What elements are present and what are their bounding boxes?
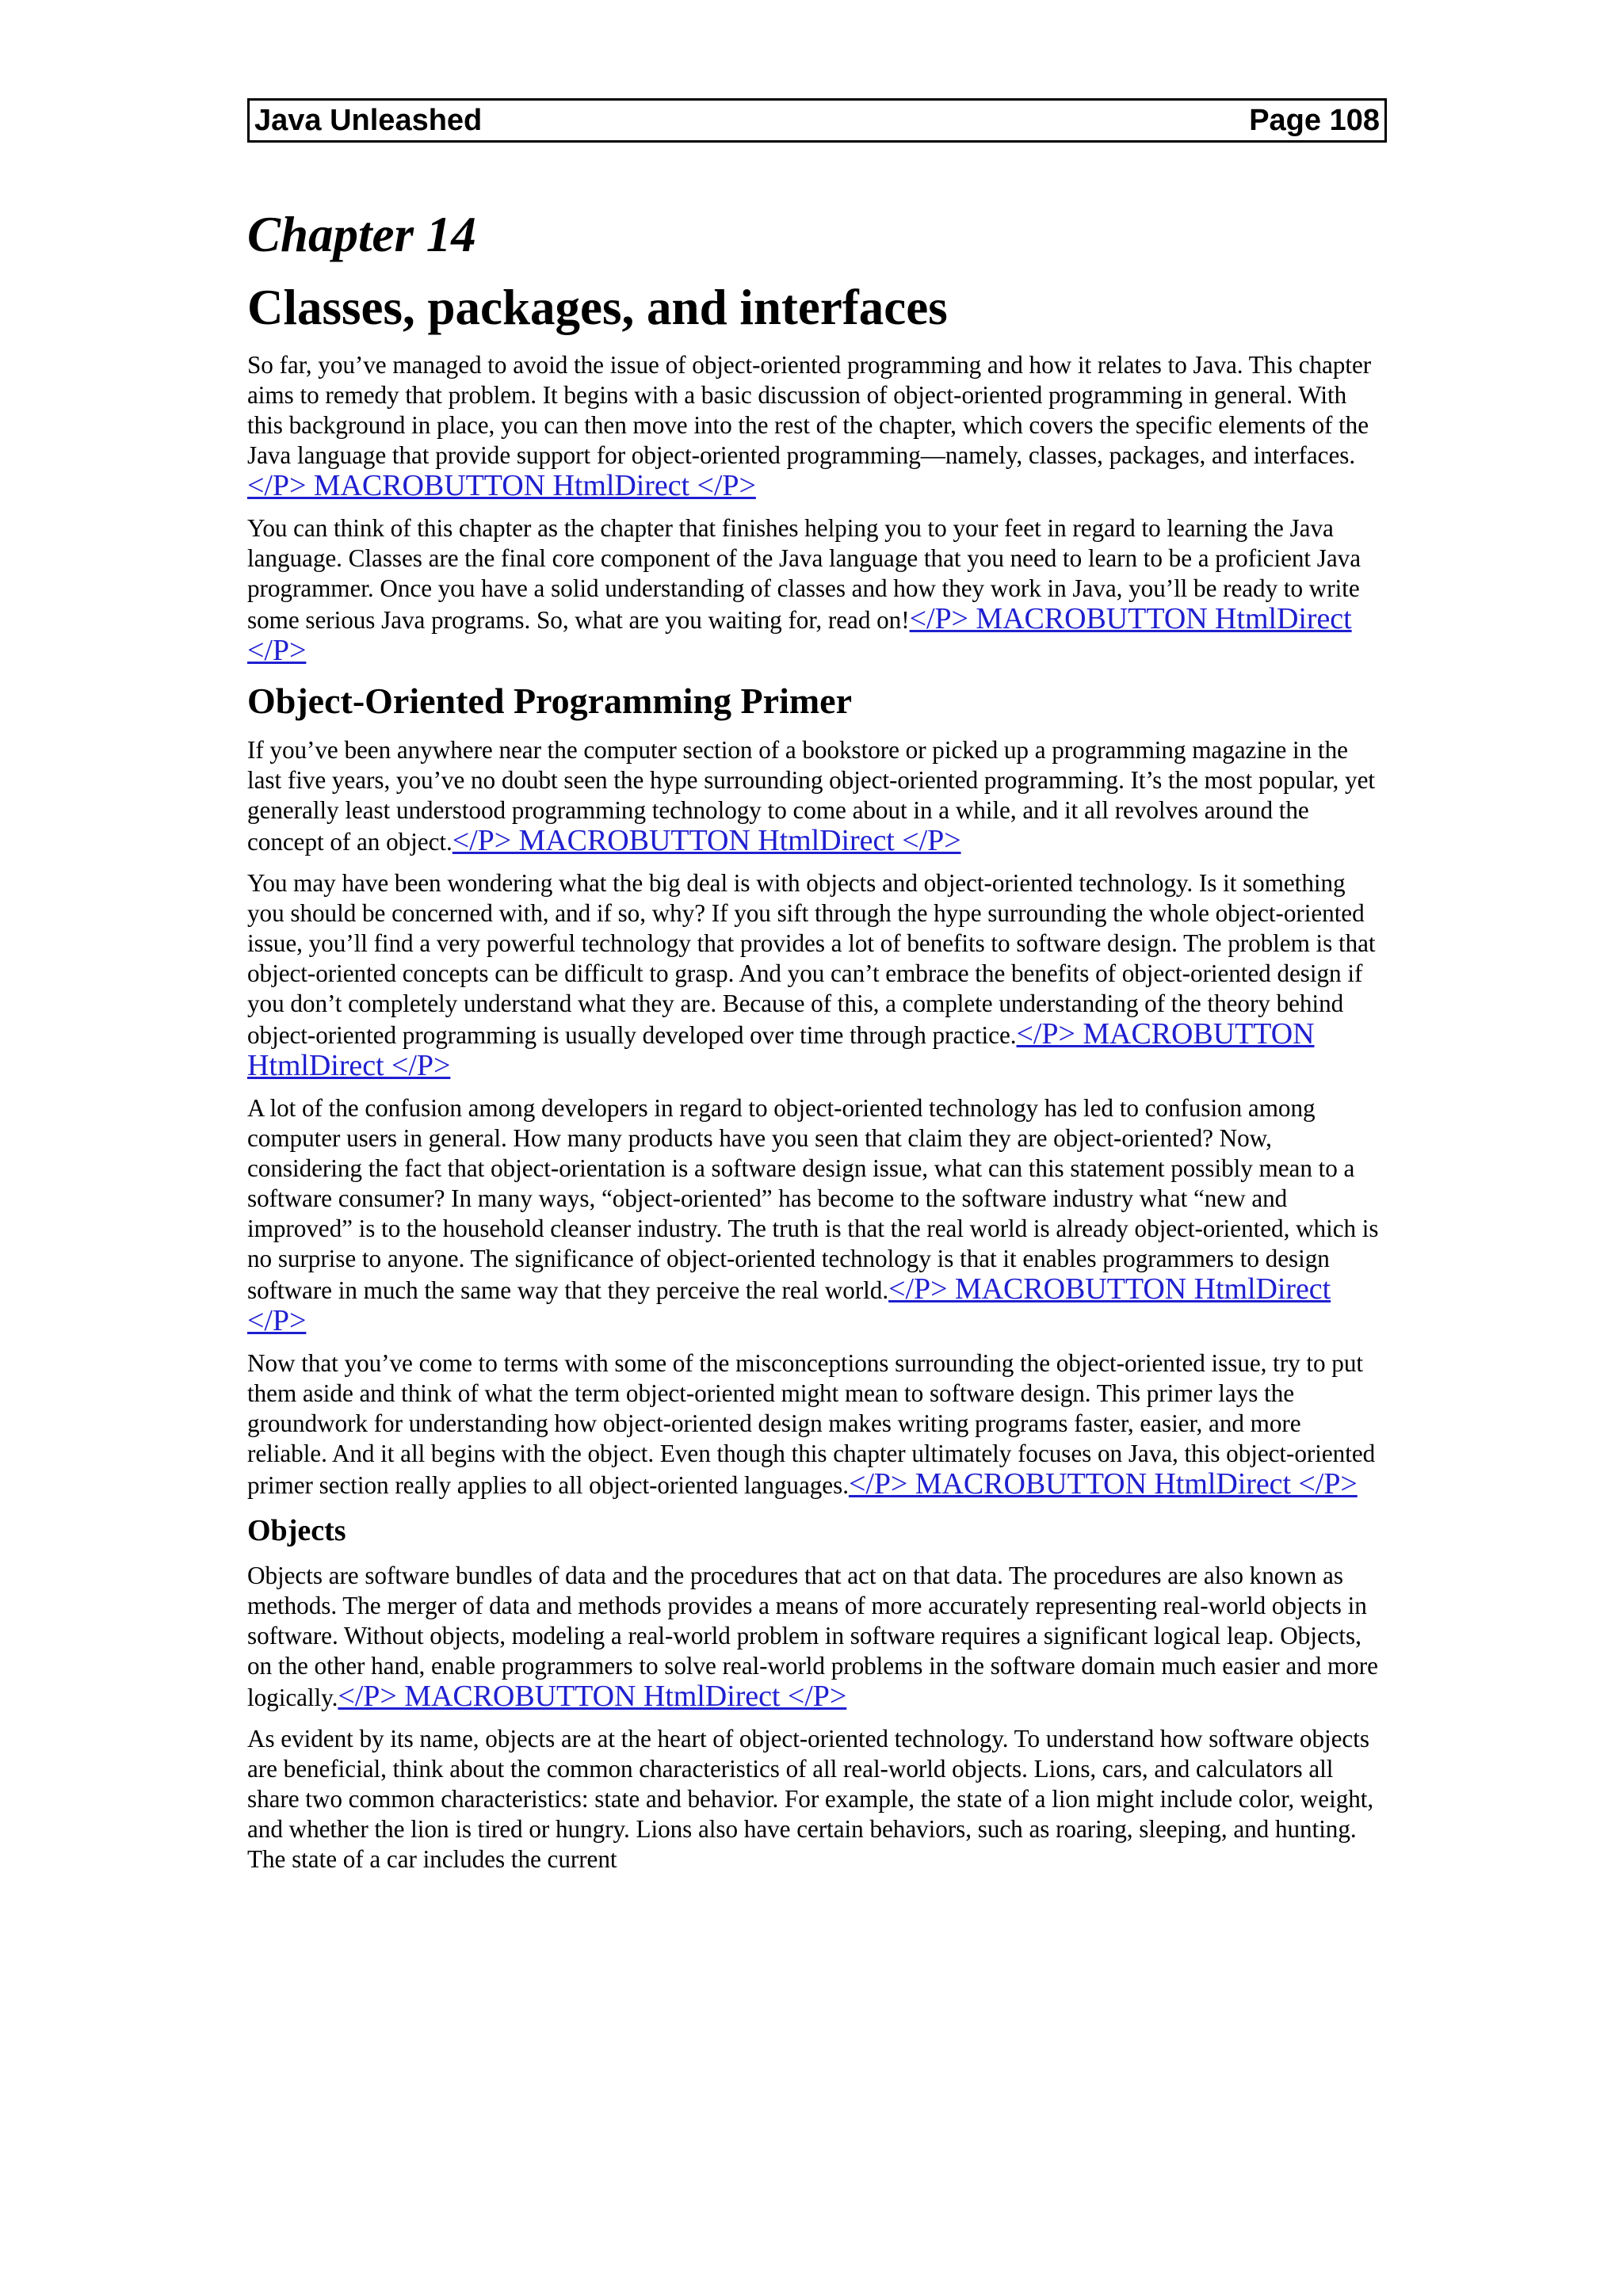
paragraph-text: If you’ve been anywhere near the computer section of a bookstore or picked up a programming magazine in the last five years, you’ve no doubt seen the hype surrounding object-oriented programming. It’s the most popular, yet generally least understood programming technology to come about in a while, and it all revolves around the concept of an object. <box>247 736 1376 856</box>
intro-paragraph-2 <box>247 513 1387 667</box>
page-header <box>247 98 1387 143</box>
paragraph-text: Now that you’ve come to terms with some of the misconceptions surrounding the object-oriented issue, try to put them aside and think of what the term object-oriented might mean to software design. This primer lays the groundwork for understanding how object-oriented design makes writing programs faster, easier, and more reliable. And it all begins with the object. Even though this chapter ultimately focuses on Java, this object-oriented primer section really applies to all object-oriented languages. <box>247 1349 1376 1499</box>
section-heading-objects: Objects <box>247 1514 346 1547</box>
macrobutton-link[interactable]: </P> MACROBUTTON HtmlDirect </P> <box>247 469 756 502</box>
objects-paragraph-1 <box>247 1561 1387 1713</box>
chapter-title: Classes, packages, and interfaces <box>247 280 948 335</box>
book-title: Java Unleashed <box>254 104 483 137</box>
intro-paragraph-1 <box>247 350 1387 502</box>
paragraph-text: Objects are software bundles of data and the procedures that act on that data. The procedures are also known as methods. The merger of data and methods provides a means of more accurately representing real-world objects in software. Without objects, modeling a real-world problem in software requires a significant logical leap. Objects, on the other hand, enable programmers to solve real-world problems in the software domain much easier and more logically. <box>247 1562 1378 1711</box>
macrobutton-link[interactable]: </P> MACROBUTTON HtmlDirect </P> <box>452 824 961 857</box>
paragraph-text: You can think of this chapter as the chapter that finishes helping you to your feet in regard to learning the Java language. Classes are the final core component of the Java language that you need to learn to be a proficient Java programmer. Once you have a solid understanding of classes and how they work in Java, you’ll be ready to write some serious Java programs. So, what are you waiting for, read on! <box>247 514 1361 634</box>
macrobutton-link[interactable]: </P> MACROBUTTON HtmlDirect </P> <box>247 602 1352 667</box>
document-page <box>247 98 1387 1875</box>
macrobutton-link[interactable]: </P> MACROBUTTON HtmlDirect </P> <box>247 1272 1331 1337</box>
paragraph-text: So far, you’ve managed to avoid the issue of object-oriented programming and how it relates to Java. This chapter aims to remedy that problem. It begins with a basic discussion of object-oriented programming in general. With this background in place, you can then move into the rest of the chapter, which covers the specific elements of the Java language that provide support for object-oriented programming—namely, classes, packages, and interfaces. <box>247 351 1372 469</box>
primer-paragraph-3 <box>247 1093 1387 1337</box>
macrobutton-link[interactable]: </P> MACROBUTTON HtmlDirect </P> <box>247 1017 1315 1082</box>
paragraph-text: A lot of the confusion among developers in regard to object-oriented technology has led to confusion among computer users in general. How many products have you seen that claim they are object-oriented? Now, considering the fact that object-orientation is a software design issue, what can this statement possibly mean to a software consumer? In many ways, “object-oriented” has become to the software industry what “new and improved” is to the household cleanser industry. The truth is that the real world is already object-oriented, which is no surprise to anyone. The significance of object-oriented technology is that it enables programmers to design software in much the same way that they perceive the real world. <box>247 1094 1379 1304</box>
paragraph-text: You may have been wondering what the big deal is with objects and object-oriented technology. Is it something you should be concerned with, and if so, why? If you sift through the hype surrounding the whole object-oriented issue, you’ll find a very powerful technology that provides a lot of benefits to software design. The problem is that object-oriented concepts can be difficult to grasp. And you can’t embrace the benefits of object-oriented design if you don’t completely understand what they are. Because of this, a complete understanding of the theory behind object-oriented programming is usually developed over time through practice. <box>247 869 1376 1049</box>
chapter-label: Chapter 14 <box>247 207 476 262</box>
section-heading-primer: Object-Oriented Programming Primer <box>247 681 852 721</box>
primer-paragraph-1 <box>247 735 1387 857</box>
macrobutton-link[interactable]: </P> MACROBUTTON HtmlDirect </P> <box>848 1467 1358 1501</box>
macrobutton-link[interactable]: </P> MACROBUTTON HtmlDirect </P> <box>338 1680 847 1713</box>
paragraph-text: As evident by its name, objects are at the heart of object-oriented technology. To understand how software objects are beneficial, think about the common characteristics of all real-world objects. Lions, cars, and calculators all share two common characteristics: state and behavior. For example, the state of a lion might include color, weight, and whether the lion is tired or hungry. Lions also have certain behaviors, such as roaring, sleeping, and hunting. The state of a car includes the current <box>247 1725 1374 1873</box>
page-number: Page 108 <box>1249 104 1380 137</box>
objects-paragraph-2 <box>247 1724 1387 1875</box>
primer-paragraph-2 <box>247 868 1387 1082</box>
primer-paragraph-4 <box>247 1348 1387 1501</box>
